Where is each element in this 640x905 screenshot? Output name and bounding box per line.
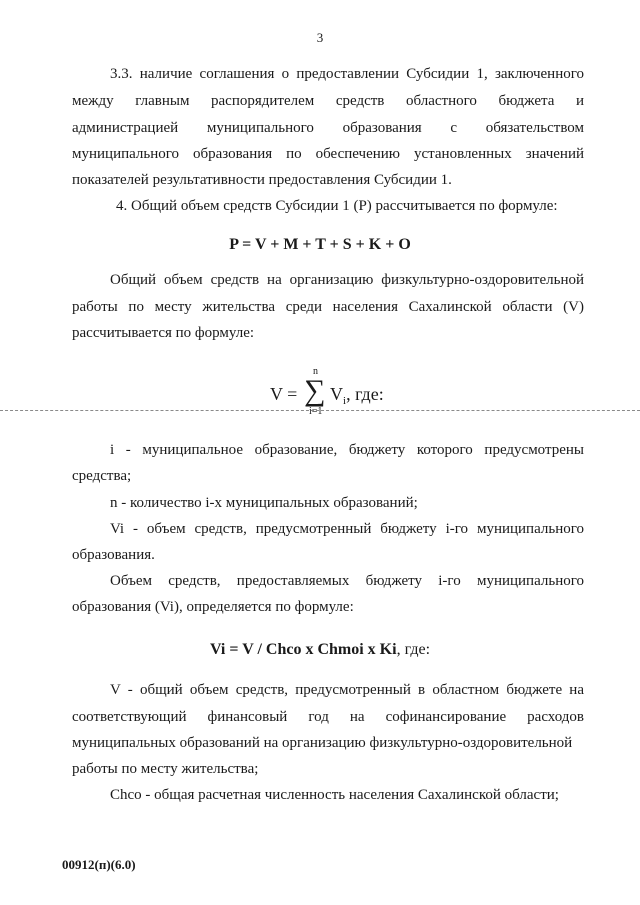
def-chco: Chco - общая расчетная численность населения Сахалинской области;	[110, 787, 559, 803]
formula-v-summand: V	[330, 384, 343, 404]
formula-vi-expression: Vi = V / Chco x Chmoi x Ki	[209, 641, 397, 658]
def-vi-line-1: Vi - объем средств, предусмотренный бюджету i-го муниципального	[110, 521, 584, 537]
para-3-3-line-4: муниципального образования по обеспечению установленных значений	[72, 146, 584, 162]
def-vi-line-2: образования.	[72, 547, 155, 563]
formula-vi-suffix: , где:	[396, 641, 431, 658]
para-vi-line-1: Объем средств, предоставляемых бюджету i-го муниципального	[110, 573, 584, 589]
page-number: 3	[316, 30, 324, 45]
formula-v-lhs: V =	[270, 384, 298, 404]
formula-v-suffix: , где:	[346, 384, 384, 404]
para-v-line-1: Общий объем средств на организацию физкультурно-оздоровительной	[110, 272, 584, 288]
def-i-line-2: средства;	[72, 468, 132, 484]
para-3-3-line-5: показателей результативности предоставления Субсидии 1.	[72, 172, 452, 188]
para-v-line-2: работы по месту жительства среди населения Сахалинской области (V)	[72, 299, 584, 315]
document-code: 00912(п)(6.0)	[62, 857, 136, 872]
scan-artifact-dashed-line	[0, 410, 640, 411]
def-i-line-1: i - муниципальное образование, бюджету которого предусмотрены	[110, 442, 584, 458]
def-v-line-4: работы по месту жительства;	[72, 761, 259, 777]
formula-v-rhs	[330, 384, 384, 407]
formula-v-subscript: i	[343, 395, 347, 407]
formula-v-upper-limit: n	[313, 366, 318, 377]
para-4: 4. Общий объем средств Субсидии 1 (P) рассчитывается по формуле:	[116, 198, 558, 214]
formula-p: P = V + M + T + S + K + O	[229, 236, 411, 253]
def-n: n - количество i-х муниципальных образований;	[110, 495, 418, 511]
formula-vi	[0, 641, 640, 659]
formula-v	[0, 366, 640, 417]
def-v-line-3: муниципальных образований на организацию физкультурно-оздоровительной	[72, 735, 573, 751]
def-v-line-2: соответствующий финансовый год на софинансирование расходов	[72, 709, 584, 725]
para-vi-line-2: образования (Vi), определяется по формуле:	[72, 599, 354, 615]
para-3-3-line-2: между главным распорядителем средств областного бюджета и	[72, 93, 584, 109]
para-3-3-line-1: 3.3. наличие соглашения о предоставлении Субсидии 1, заключенного	[110, 66, 584, 82]
para-3-3-line-3: администрацией муниципального образования с обязательством	[72, 120, 584, 136]
formula-v-lower-limit: i=1	[309, 406, 323, 417]
sigma-icon: ∑	[304, 374, 326, 407]
para-v-line-3: рассчитывается по формуле:	[72, 325, 255, 341]
def-v-line-1: V - общий объем средств, предусмотренный в областном бюджете на	[110, 682, 584, 698]
